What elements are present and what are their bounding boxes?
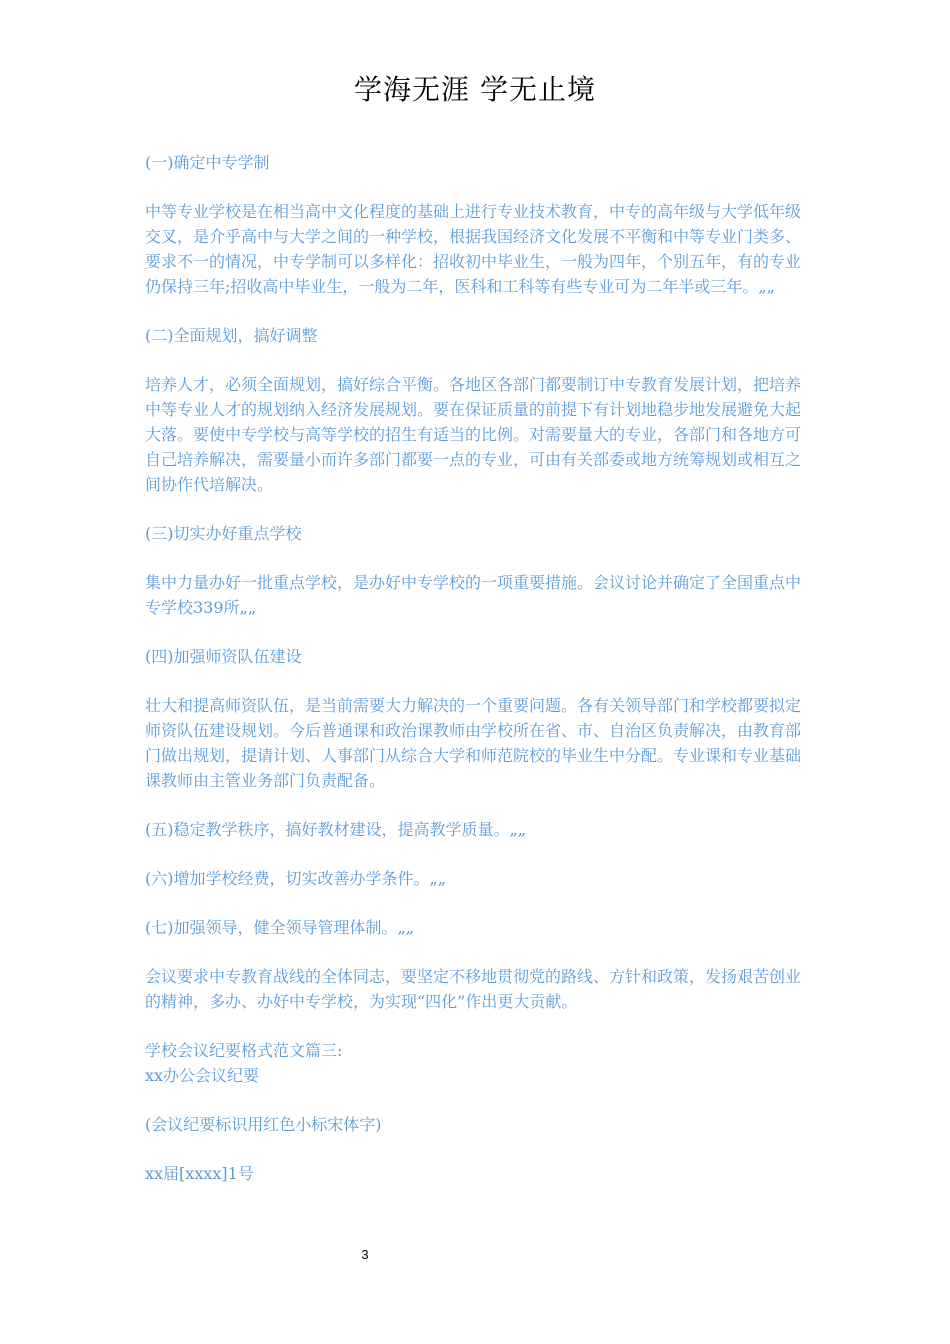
paragraph-1: 中等专业学校是在相当高中文化程度的基础上进行专业技术教育，中专的高年级与大学低年级交叉，是介乎高中与大学之间的一种学校，根据我国经济文化发展不平衡和中等专业门类多、要求不一的情况，中专学制可以多样化：招收初中毕业生，一般为四年，个别五年，有的专业仍保持三年;招收高中毕业生，一般为二年，医科和工科等有些专业可为二年半或三年。„„	[145, 202, 802, 296]
section-heading-7: (七)加强领导，健全领导管理体制。„„	[145, 918, 415, 937]
minutes-number: xx届[xxxx]1号	[145, 1164, 254, 1183]
section-heading-4: (四)加强师资队伍建设	[145, 647, 302, 666]
minutes-note: (会议纪要标识用红色小标宋体字)	[145, 1115, 382, 1134]
document-body	[145, 150, 813, 1210]
section-heading-6: (六)增加学校经费，切实改善办学条件。„„	[145, 869, 447, 888]
page-number: 3	[361, 1247, 369, 1262]
paragraph-conclusion: 会议要求中专教育战线的全体同志，要坚定不移地贯彻党的路线、方针和政策，发扬艰苦创业的精神，多办、办好中专学校，为实现“四化”作出更大贡献。	[145, 967, 802, 1011]
section-heading-2: (二)全面规划，搞好调整	[145, 326, 318, 345]
section-heading-5: (五)稳定教学秩序，搞好教材建设，提高教学质量。„„	[145, 820, 527, 839]
section-heading-1: (一)确定中专学制	[145, 153, 270, 172]
paragraph-4: 壮大和提高师资队伍，是当前需要大力解决的一个重要问题。各有关领导部门和学校都要拟定师资队伍建设规划。今后普通课和政治课教师由学校所在省、市、自治区负责解决，由教育部门做出规划，提请计划、人事部门从综合大学和师范院校的毕业生中分配。专业课和专业基础课教师由主管业务部门负责配备。	[145, 696, 802, 790]
minutes-title: xx办公会议纪要	[145, 1066, 260, 1085]
page-header-title: 学海无涯 学无止境	[354, 73, 596, 106]
section-heading-3: (三)切实办好重点学校	[145, 524, 302, 543]
paragraph-2: 培养人才，必须全面规划，搞好综合平衡。各地区各部门都要制订中专教育发展计划，把培养中等专业人才的规划纳入经济发展规划。要在保证质量的前提下有计划地稳步地发展避免大起大落。要使中专学校与高等学校的招生有适当的比例。对需要量大的专业，各部门和各地方可自己培养解决，需要量小而许多部门都要一点的专业，可由有关部委或地方统筹规划或相互之间协作代培解决。	[145, 375, 802, 494]
sample-heading: 学校会议纪要格式范文篇三:	[145, 1041, 343, 1060]
paragraph-3: 集中力量办好一批重点学校，是办好中专学校的一项重要措施。会议讨论并确定了全国重点中专学校339所„„	[145, 573, 802, 617]
